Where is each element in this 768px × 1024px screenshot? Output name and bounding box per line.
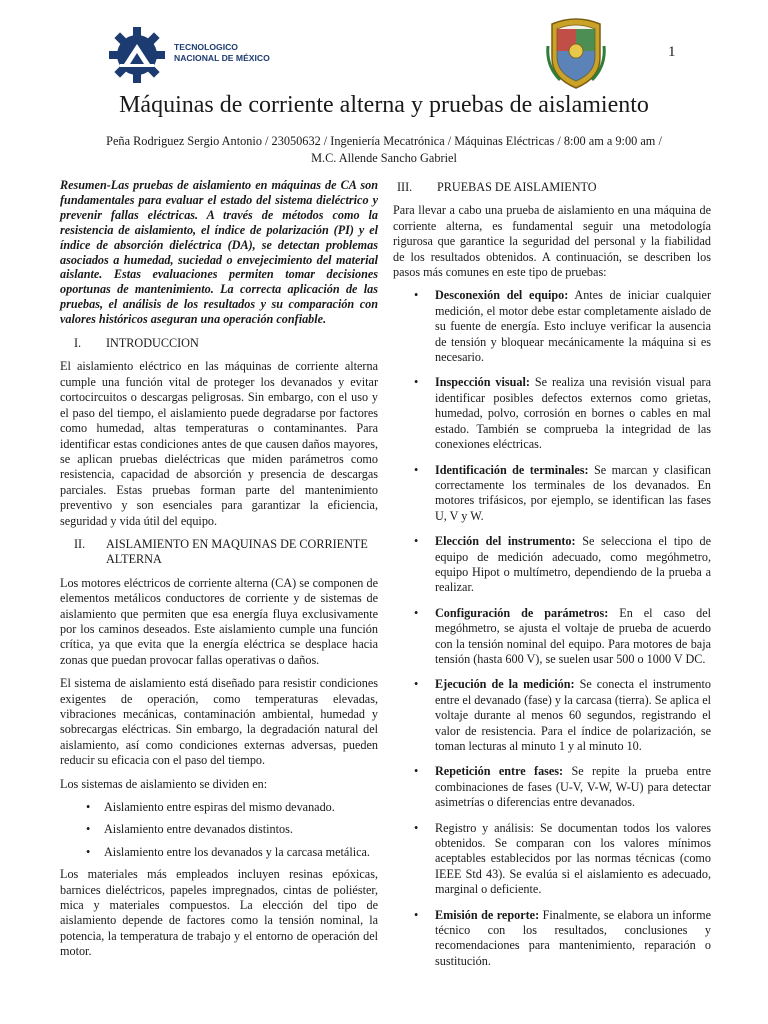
bullet-icon: •	[414, 605, 419, 620]
list-item	[60, 800, 378, 815]
logo-wordmark	[174, 42, 270, 63]
gear-emblem-icon	[106, 24, 168, 86]
section-heading-introduccion	[60, 336, 378, 351]
paragraph: El aislamiento eléctrico en las máquinas de corriente alterna cumple una función vital de proteger los devanados y evitar cortocircuitos o descargas peligrosas. Sin embargo, con el uso y el paso del tiempo, el aislamiento puede degradarse por factores como humedad, altas temperaturas o contaminantes. Para identificar estas condiciones antes de que causen daños mayores, se aplican pruebas dieléctricas que miden parámetros como resistencia, capacidad de absorción y presencia de descargas parciales. Estas pruebas forman parte del mantenimiento preventivo y son esenciales para garantizar la eficiencia, seguridad y vida útil del equipo.	[60, 359, 378, 528]
left-column	[60, 178, 378, 968]
list-item	[393, 288, 711, 365]
list-item	[60, 822, 378, 837]
step-text: Se marcan y clasifican correctamente los terminales de los devanados. En motores trifásicos, por ejemplo, se identifican las fases U, V y W.	[435, 462, 711, 523]
list-item	[393, 375, 711, 452]
step-term: Desconexión del equipo:	[435, 288, 569, 303]
list-item-text: Aislamiento entre espiras del mismo devanado.	[104, 800, 335, 815]
bullet-icon: •	[414, 375, 419, 390]
step-text: Finalmente, se elabora un informe técnico con los resultados, conclusiones y recomendaciones para mantenimiento, reparación o sustitución.	[435, 907, 711, 968]
bullet-icon: •	[414, 764, 419, 779]
insulation-types-list	[60, 800, 378, 860]
list-item	[393, 534, 711, 596]
test-steps-list	[393, 288, 711, 969]
author-line-2: M.C. Allende Sancho Gabriel	[311, 150, 457, 165]
paper-title: Máquinas de corriente alterna y pruebas de aislamiento	[119, 92, 649, 118]
section-title: INTRODUCCION	[106, 336, 199, 351]
paragraph: Los motores eléctricos de corriente alterna (CA) se componen de elementos metálicos conductores de corriente y de sistemas de aislamiento que permiten que esa energía fluya exclusivamente por los caminos deseados. Este aislamiento cumple una función crítica, ya que evita que la energía eléctrica se desplace hacia zonas que puedan provocar fallas operativas o daños.	[60, 575, 378, 667]
right-column	[393, 178, 711, 979]
step-term: Emisión de reporte:	[435, 907, 540, 922]
step-text: Registro y análisis: Se documentan todos los valores obtenidos. Se comparan con los valores mínimos aceptables establecidos por las normas técnicas (como IEEE Std 43). Se evalúa si el aislamiento es adecuado, marginal o deficiente.	[435, 820, 711, 897]
tecnm-logo	[106, 24, 270, 84]
step-text: En el caso del megóhmetro, se ajusta el voltaje de prueba de acuerdo con la tensión nominal del equipo. Para motores de baja tensión (hasta 600 V), se suelen usar 500 o 1000 V DC.	[435, 605, 711, 666]
bullet-icon: •	[414, 288, 419, 303]
list-item	[60, 845, 378, 860]
page-number: 1	[668, 44, 676, 60]
section-heading-pruebas	[393, 180, 711, 195]
step-term: Repetición entre fases:	[435, 764, 564, 779]
bullet-icon: •	[414, 820, 419, 835]
step-term: Elección del instrumento:	[435, 534, 576, 549]
bullet-icon: •	[414, 462, 419, 477]
section-title: AISLAMIENTO EN MAQUINAS DE CORRIENTE ALTERNA	[106, 536, 368, 567]
section-title: PRUEBAS DE AISLAMIENTO	[437, 180, 597, 194]
paragraph: El sistema de aislamiento está diseñado para resistir condiciones exigentes de operación, como temperaturas elevadas, vibraciones mecánicas, contaminación ambiental, humedad y sobrecargas eléctricas. Sin embargo, la degradación natural del aislamiento, así como condiciones externas adversas, pueden reducir su eficacia con el paso del tiempo.	[60, 676, 378, 768]
bullet-icon: •	[414, 907, 419, 922]
paragraph: Para llevar a cabo una prueba de aislamiento en una máquina de corriente alterna, es fundamental seguir una metodología rigurosa que garantice la seguridad del personal y la fiabilidad de los resultados obtenidos. A continuación, se describen los pasos más comunes en este tipo de pruebas:	[393, 203, 711, 280]
step-text: Se realiza una revisión visual para identificar posibles defectos externos como grietas, humedad, polvo, corrosión en bornes o cables en mal estado. También se comprueba la integridad de las conexiones eléctricas.	[435, 375, 711, 452]
section-number: III.	[397, 180, 413, 194]
section-number: I.	[74, 336, 82, 351]
step-term: Configuración de parámetros:	[435, 605, 609, 620]
paragraph: Los sistemas de aislamiento se dividen en:	[60, 776, 268, 791]
section-heading-aislamiento	[60, 537, 378, 568]
list-item-text: Aislamiento entre devanados distintos.	[104, 822, 293, 837]
logo-line-2: NACIONAL DE MÉXICO	[174, 52, 270, 63]
bullet-icon: •	[86, 844, 91, 859]
list-item	[393, 677, 711, 754]
list-item	[393, 463, 711, 525]
section-number: II.	[74, 536, 86, 551]
list-item-text: Aislamiento entre los devanados y la carcasa metálica.	[104, 844, 370, 859]
bullet-icon: •	[414, 677, 419, 692]
author-line-1: Peña Rodriguez Sergio Antonio / 23050632 / Ingeniería Mecatrónica / Máquinas Eléctricas / 8:00 am a 9:00 am /	[106, 134, 662, 148]
step-text: Se selecciona el tipo de equipo de medición adecuado, como megóhmetro, equipo Hipot o multímetro, dependiendo de la prueba a realizar.	[435, 534, 711, 595]
list-item	[393, 821, 711, 898]
step-term: Ejecución de la medición:	[435, 677, 575, 692]
institution-seal	[546, 16, 606, 90]
step-term: Identificación de terminales:	[435, 462, 589, 477]
paragraph: Los materiales más empleados incluyen resinas epóxicas, barnices dieléctricos, papeles impregnados, cintas de poliéster, mica y materiales compuestos. La elección del tipo de aislamiento depende de factores como la tensión nominal, la potencia, la temperatura de trabajo y el entorno de operación del motor.	[60, 867, 378, 959]
logo-line-1: TECNOLOGICO	[174, 42, 238, 52]
coat-of-arms-icon	[546, 16, 606, 90]
author-block	[80, 133, 688, 166]
step-term: Inspección visual:	[435, 375, 530, 390]
abstract: Resumen-Las pruebas de aislamiento en máquinas de CA son fundamentales para evaluar el estado del sistema dieléctrico y prevenir fallas eléctricas. A través de métodos como la resistencia de aislamiento, el índice de polarización (PI) y el índice de absorción dieléctrica (DA), se detectan problemas asociados a humedad, suciedad o envejecimiento del material aislante. Estas evaluaciones permiten tomar decisiones oportunas de mantenimiento. La correcta aplicación de las pruebas, el análisis de los resultados y su comparación con valores históricos aseguran una operación confiable.	[60, 178, 378, 327]
step-text: Se repite la prueba entre combinaciones de fases (U-V, V-W, W-U) para detectar asimetrías o diferencias entre devanados.	[435, 764, 711, 810]
bullet-icon: •	[414, 534, 419, 549]
list-item	[393, 764, 711, 810]
bullet-icon: •	[86, 822, 91, 837]
list-item	[393, 908, 711, 970]
step-text: Se conecta el instrumento entre el devanado (fase) y la carcasa (tierra). Se aplica el voltaje durante al menos 60 segundos, registrando el valor de resistencia. Para el índice de polarización, se toman lecturas al minuto 1 y al minuto 10.	[435, 677, 711, 753]
bullet-icon: •	[86, 800, 91, 815]
list-item	[393, 606, 711, 668]
step-text: Antes de iniciar cualquier medición, el motor debe estar completamente aislado de su fuente de energía. Esto incluye verificar la ausencia de tensión y bloquear mecánicamente la máquina si es necesario.	[435, 288, 711, 365]
